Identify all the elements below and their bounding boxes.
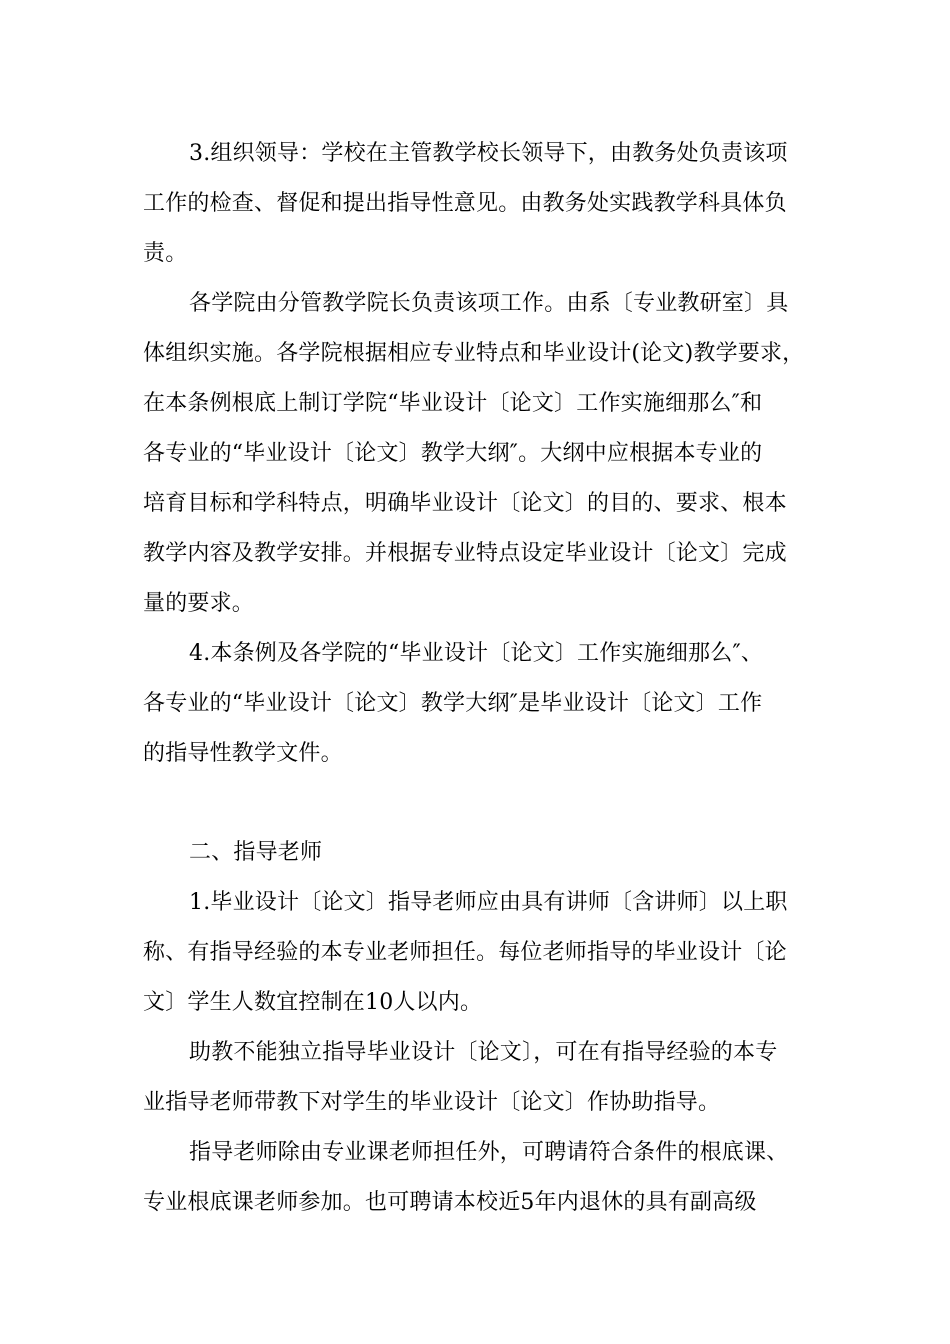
paragraph-college-line-3: 在本条例根底上制订学院“毕业设计〔论文〕工作实施细那么″和: [143, 391, 763, 416]
paragraph-org-leadership-line-3: 责。: [143, 241, 188, 266]
paragraph-advisor-qualification-line-3: 文〕学生人数宜控制在10人以内。: [143, 990, 483, 1015]
paragraph-org-leadership-line-1: 3.组织领导：学校在主管教学校长领导下，由教务处负责该项: [189, 141, 788, 166]
paragraph-college-line-2: 体组织实施。各学院根据相应专业特点和毕业设计(论文)教学要求，: [143, 341, 805, 366]
paragraph-advisor-sources-line-2: 专业根底课老师参加。也可聘请本校近5年内退休的具有副高级: [143, 1190, 757, 1215]
section-heading-advisors: 二、指导老师: [189, 840, 323, 865]
paragraph-regulations-line-2: 各专业的“毕业设计〔论文〕教学大纲″是毕业设计〔论文〕工作: [143, 691, 763, 716]
paragraph-advisor-qualification-line-2: 称、有指导经验的本专业老师担任。每位老师指导的毕业设计〔论: [143, 940, 787, 965]
paragraph-teaching-assistant-line-1: 助教不能独立指导毕业设计〔论文〕，可在有指导经验的本专: [189, 1040, 778, 1065]
paragraph-teaching-assistant-line-2: 业指导老师带教下对学生的毕业设计〔论文〕作协助指导。: [143, 1090, 721, 1115]
paragraph-org-leadership-line-2: 工作的检查、督促和提出指导性意见。由教务处实践教学科具体负: [143, 191, 787, 216]
paragraph-regulations-line-1: 4.本条例及各学院的“毕业设计〔论文〕工作实施细那么″、: [189, 641, 764, 666]
paragraph-college-line-7: 量的要求。: [143, 591, 255, 616]
paragraph-advisor-qualification-line-1: 1.毕业设计〔论文〕指导老师应由具有讲师〔含讲师〕以上职: [189, 890, 788, 915]
paragraph-college-line-5: 培育目标和学科特点，明确毕业设计〔论文〕的目的、要求、根本: [143, 491, 787, 516]
paragraph-college-line-4: 各专业的“毕业设计〔论文〕教学大纲″。大纲中应根据本专业的: [143, 441, 763, 466]
paragraph-college-line-1: 各学院由分管教学院长负责该项工作。由系〔专业教研室〕具: [189, 291, 789, 316]
paragraph-college-line-6: 教学内容及教学安排。并根据专业特点设定毕业设计〔论文〕完成: [143, 541, 787, 566]
paragraph-regulations-line-3: 的指导性教学文件。: [143, 741, 343, 766]
paragraph-advisor-sources-line-1: 指导老师除由专业课老师担任外，可聘请符合条件的根底课、: [189, 1140, 789, 1165]
